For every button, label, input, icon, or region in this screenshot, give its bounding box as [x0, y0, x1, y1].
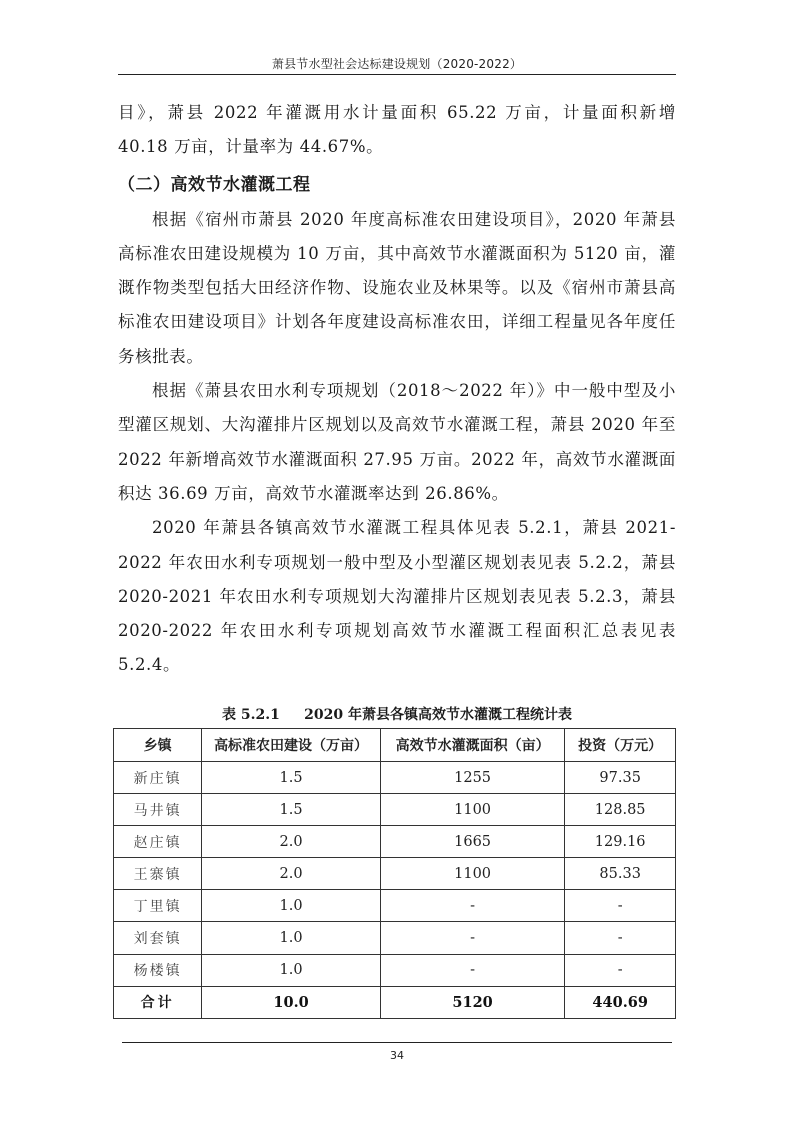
cell-irrigation-area: - — [380, 890, 565, 922]
cell-town: 新庄镇 — [114, 762, 202, 794]
cell-investment: 97.35 — [565, 762, 676, 794]
cell-town: 赵庄镇 — [114, 826, 202, 858]
paragraph-irrigation-plan: 根据《萧县农田水利专项规划（2018～2022 年）》中一般中型及小型灌区规划、大沟灌排片区规划以及高效节水灌溉工程，萧县 2020 年至 2022 年新增高效节水灌溉面积 27.95 万亩。2022 年，高效节水灌溉面积达 36.69 万亩，高效节水灌溉率达到 26.86%。 — [118, 381, 676, 503]
cell-investment: 85.33 — [565, 858, 676, 890]
column-header-town: 乡镇 — [114, 729, 202, 762]
cell-irrigation-area: 1665 — [380, 826, 565, 858]
cell-farmland: 2.0 — [202, 826, 381, 858]
cell-irrigation-area: 1100 — [380, 858, 565, 890]
cell-total-label: 合计 — [114, 986, 202, 1018]
table-total-row — [114, 986, 676, 1018]
cell-investment: - — [565, 954, 676, 986]
table-row — [114, 762, 676, 794]
cell-farmland: 1.0 — [202, 890, 381, 922]
cell-irrigation-area: 1100 — [380, 794, 565, 826]
cell-irrigation-area: - — [380, 922, 565, 954]
cell-farmland: 1.5 — [202, 762, 381, 794]
cell-farmland: 1.0 — [202, 954, 381, 986]
column-header-farmland: 高标准农田建设（万亩） — [202, 729, 381, 762]
document-body — [118, 96, 676, 683]
table-row — [114, 922, 676, 954]
cell-town: 马井镇 — [114, 794, 202, 826]
cell-irrigation-area: 1255 — [380, 762, 565, 794]
cell-farmland: 1.0 — [202, 922, 381, 954]
irrigation-statistics-table — [113, 728, 676, 1019]
cell-total-farmland: 10.0 — [202, 986, 381, 1018]
footer-divider — [122, 1042, 672, 1043]
cell-irrigation-area: - — [380, 954, 565, 986]
cell-farmland: 2.0 — [202, 858, 381, 890]
paragraph-continued: 目》，萧县 2022 年灌溉用水计量面积 65.22 万亩，计量面积新增 40.18 万亩，计量率为 44.67%。 — [118, 103, 676, 157]
table-header-row — [114, 729, 676, 762]
page-number: 34 — [390, 1049, 404, 1062]
cell-investment: 128.85 — [565, 794, 676, 826]
cell-town: 丁里镇 — [114, 890, 202, 922]
cell-total-investment: 440.69 — [565, 986, 676, 1018]
table-caption: 表 5.2.1 2020 年萧县各镇高效节水灌溉工程统计表 — [221, 707, 573, 723]
header-divider — [118, 74, 676, 75]
table-row — [114, 890, 676, 922]
cell-investment: - — [565, 890, 676, 922]
cell-town: 刘套镇 — [114, 922, 202, 954]
cell-investment: 129.16 — [565, 826, 676, 858]
table-row — [114, 954, 676, 986]
running-header: 萧县节水型社会达标建设规划（2020-2022） — [271, 57, 523, 71]
column-header-irrigation-area: 高效节水灌溉面积（亩） — [380, 729, 565, 762]
table-row — [114, 858, 676, 890]
column-header-investment: 投资（万元） — [565, 729, 676, 762]
cell-town: 杨楼镇 — [114, 954, 202, 986]
section-heading: （二）高效节水灌溉工程 — [118, 174, 311, 195]
table-row — [114, 794, 676, 826]
cell-farmland: 1.5 — [202, 794, 381, 826]
cell-town: 王寨镇 — [114, 858, 202, 890]
paragraph-high-standard-farmland: 根据《宿州市萧县 2020 年度高标准农田建设项目》，2020 年萧县高标准农田建设规模为 10 万亩，其中高效节水灌溉面积为 5120 亩，灌溉作物类型包括大田经济作物、设施农业及林果等。以及《宿州市萧县高标准农田建设项目》计划各年度建设高标准农田，详细工程量见各年度任务核批表。 — [118, 209, 676, 366]
table-row — [114, 826, 676, 858]
cell-total-irrigation-area: 5120 — [380, 986, 565, 1018]
cell-investment: - — [565, 922, 676, 954]
paragraph-table-references: 2020 年萧县各镇高效节水灌溉工程具体见表 5.2.1，萧县 2021-2022 年农田水利专项规划一般中型及小型灌区规划表见表 5.2.2，萧县 2020-2021 年农田水利专项规划大沟灌排片区规划表见表 5.2.3，萧县 2020-2022 年农田水利专项规划高效节水灌溉工程面积汇总表见表 5.2.4。 — [118, 518, 676, 675]
